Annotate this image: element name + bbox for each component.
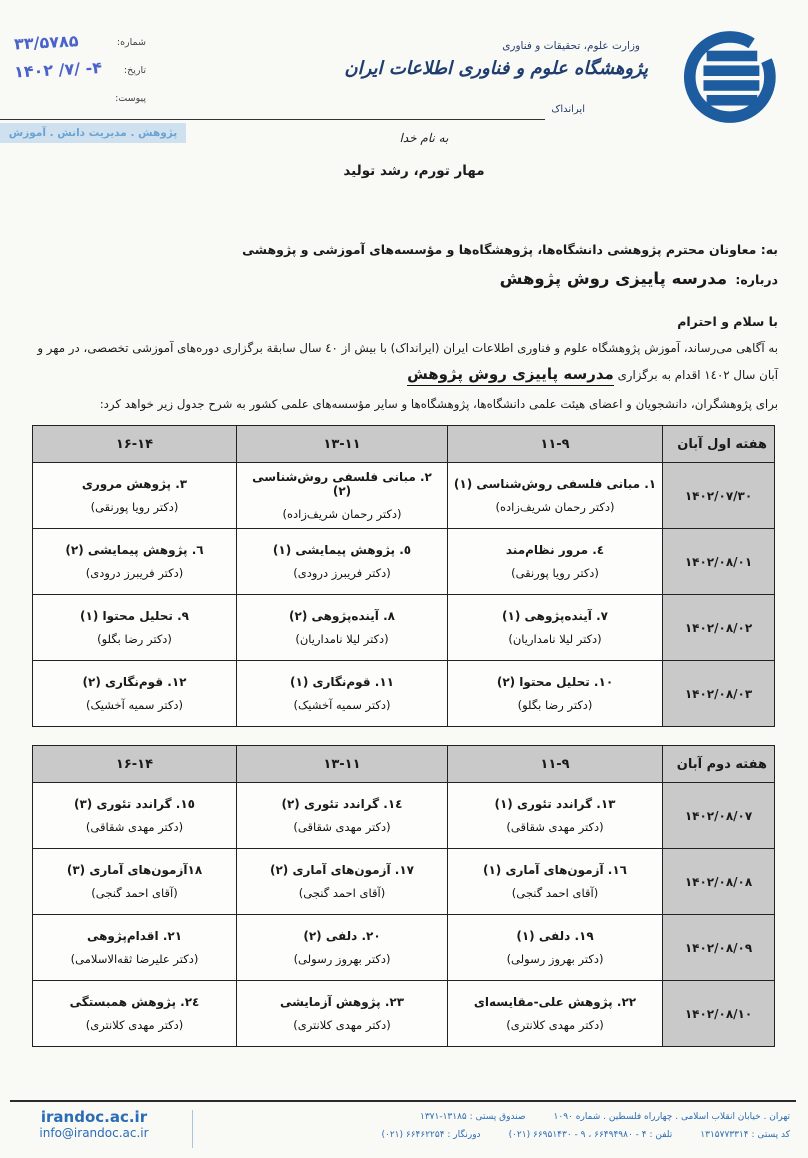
ministry-name: وزارت علوم، تحقیقات و فناوری bbox=[502, 40, 640, 52]
schedule-row bbox=[33, 981, 775, 1047]
course-instructor: (دکتر فریبرز درودی) bbox=[85, 566, 184, 581]
schedule-table-week-1 bbox=[32, 425, 775, 727]
schedule-row bbox=[33, 463, 775, 529]
course-cell bbox=[237, 529, 448, 595]
letter-date-label: تاریخ: bbox=[123, 65, 146, 76]
course-cell bbox=[237, 595, 448, 661]
course-cell bbox=[237, 915, 448, 981]
paragraph-2-prefix: آبان سال ١٤٠٢ اقدام به برگزاری bbox=[617, 368, 778, 383]
course-title: ۱۹. دلفی (۱) bbox=[516, 929, 594, 944]
schedule-table-week-2 bbox=[32, 745, 775, 1047]
course-cell bbox=[448, 849, 663, 915]
letter-attachment-label: پیوست: bbox=[115, 93, 146, 104]
course-instructor: (دکتر رحمان شریف‌زاده) bbox=[282, 507, 402, 522]
course-instructor: (دکتر مهدی شقاقی) bbox=[506, 820, 604, 835]
course-cell bbox=[448, 529, 663, 595]
letter-date-row bbox=[13, 57, 146, 82]
schedule-tables bbox=[30, 425, 778, 1047]
letter-date-value: ۱۴۰۲ /۷/ -۴ bbox=[13, 57, 103, 82]
course-instructor: (دکتر علیرضا ثقه‌الاسلامی) bbox=[70, 952, 199, 967]
date-cell: ۱۴۰۲/۰۸/۰۳ bbox=[663, 661, 775, 727]
course-instructor: (دکتر لیلا نامداریان) bbox=[295, 632, 389, 647]
recipient-line: به: معاونان محترم پژوهشی دانشگاه‌ها، پژوهشگاه‌ها و مؤسسه‌های آموزشی و پژوهشی bbox=[242, 242, 778, 257]
course-instructor: (دکتر مهدی کلانتری) bbox=[506, 1018, 604, 1033]
date-cell: ۱۴۰۲/۰۸/۰۲ bbox=[663, 595, 775, 661]
course-title: ۱۸آزمون‌های آماری (۳) bbox=[66, 863, 203, 878]
course-instructor: (دکتر رضا بگلو) bbox=[517, 698, 593, 713]
schedule-row bbox=[33, 661, 775, 727]
bismillah-text: به نام خدا bbox=[399, 131, 449, 145]
salutation-line: با سلام و احترام bbox=[677, 314, 778, 329]
letter-number-row bbox=[13, 31, 146, 54]
footer-web-block bbox=[10, 1108, 178, 1140]
course-instructor: (دکتر لیلا نامداریان) bbox=[508, 632, 602, 647]
schedule-row bbox=[33, 915, 775, 981]
date-cell: ۱۴۰۲/۰۸/۰۷ bbox=[663, 783, 775, 849]
course-title: ۱٧. آزمون‌های آماری (۲) bbox=[269, 863, 415, 878]
course-title: ٤. مرور نظام‌مند bbox=[505, 543, 605, 558]
course-cell bbox=[33, 529, 237, 595]
course-instructor: (دکتر بهروز رسولی) bbox=[293, 952, 391, 967]
schedule-row bbox=[33, 849, 775, 915]
footer-fax: دورنگار : ۶۶۴۶۲۲۵۴ (۰۲۱) bbox=[381, 1130, 481, 1140]
course-cell bbox=[33, 981, 237, 1047]
footer-phone: تلفن : ۴ - ۶۶۴۹۴۹۸۰ ، ۹ - ۶۶۹۵۱۴۳۰ (۰۲۱) bbox=[508, 1130, 673, 1140]
course-instructor: (دکتر مهدی شقاقی) bbox=[85, 820, 184, 835]
course-title: ۳. پژوهش مروری bbox=[81, 477, 188, 492]
course-cell bbox=[448, 595, 663, 661]
time-header-cell: ۱۱-۹ bbox=[448, 746, 663, 783]
motto-band: پژوهش . مدیریت دانش . آموزش bbox=[0, 123, 186, 143]
course-title: ٨. آینده‌پژوهی (۲) bbox=[289, 609, 395, 624]
course-cell bbox=[448, 661, 663, 727]
irandoc-logo-icon bbox=[672, 18, 794, 134]
course-title: ۱٤. گراندد تئوری (۲) bbox=[281, 797, 403, 812]
letter-number-label: شماره: bbox=[116, 37, 146, 48]
course-title: ۱۱. قوم‌نگاری (۱) bbox=[290, 675, 394, 690]
subject-value: مدرسه پاییزی روش پژوهش bbox=[499, 269, 728, 288]
course-instructor: (آقای احمد گنجی) bbox=[91, 886, 178, 901]
time-header-cell: ۱۳-۱۱ bbox=[237, 426, 448, 463]
course-cell bbox=[237, 783, 448, 849]
course-instructor: (آقای احمد گنجی) bbox=[298, 886, 386, 901]
footer-email-link[interactable]: info@irandoc.ac.ir bbox=[39, 1126, 149, 1140]
date-cell: ۱۴۰۲/۰۸/۰۹ bbox=[663, 915, 775, 981]
course-title: ۱٦. آزمون‌های آماری (۱) bbox=[482, 863, 628, 878]
course-title: ٩. تحلیل محتوا (۱) bbox=[80, 609, 189, 624]
schedule-row bbox=[33, 529, 775, 595]
subject-label: درباره: bbox=[735, 272, 778, 287]
course-title: ۱٥. گراندد تئوری (۳) bbox=[73, 797, 196, 812]
course-cell bbox=[448, 981, 663, 1047]
footer-po-box: صندوق پستی : ۱۳۱۸۵-۱۳۷۱ bbox=[420, 1112, 526, 1122]
course-cell bbox=[33, 849, 237, 915]
course-cell bbox=[33, 783, 237, 849]
date-cell: ۱۴۰۲/۰۸/۰۱ bbox=[663, 529, 775, 595]
course-cell bbox=[448, 783, 663, 849]
subject-line bbox=[30, 269, 778, 288]
course-title: ۲۰. دلفی (۲) bbox=[303, 929, 381, 944]
course-cell bbox=[33, 463, 237, 529]
course-instructor: (دکتر فریبرز درودی) bbox=[293, 566, 391, 581]
footer-website-link[interactable]: irandoc.ac.ir bbox=[40, 1108, 148, 1126]
course-cell bbox=[33, 915, 237, 981]
letter-attachment-row bbox=[14, 88, 146, 105]
footer-divider bbox=[192, 1110, 193, 1148]
course-title: ۲۳. پژوهش آزمایشی bbox=[279, 995, 405, 1010]
course-title: ۱۳. گراندد تئوری (۱) bbox=[494, 797, 616, 812]
course-title: ۲٤. پژوهش همبستگی bbox=[69, 995, 200, 1010]
footer-address-block bbox=[207, 1108, 796, 1144]
year-slogan-text: مهار تورم، رشد تولید bbox=[343, 163, 485, 179]
course-instructor: (دکتر مهدی کلانتری) bbox=[85, 1018, 184, 1033]
date-cell: ۱۴۰۲/۰۸/۰۸ bbox=[663, 849, 775, 915]
course-cell bbox=[448, 915, 663, 981]
course-instructor: (دکتر رحمان شریف‌زاده) bbox=[495, 500, 615, 515]
footer-postal-code: کد پستی : ۱۳۱۵۷۷۳۳۱۴ bbox=[700, 1130, 790, 1140]
letter-meta-block bbox=[14, 32, 146, 114]
course-instructor: (دکتر مهدی شقاقی) bbox=[293, 820, 391, 835]
schedule-row bbox=[33, 595, 775, 661]
institute-short-name: ایرانداک bbox=[551, 104, 585, 115]
course-instructor: (دکتر رویا پورنقی) bbox=[90, 500, 179, 515]
letter-body bbox=[30, 242, 778, 1065]
course-title: ٧. آینده‌پژوهی (۱) bbox=[502, 609, 608, 624]
course-title: ۲۲. پژوهش علی-مقایسه‌ای bbox=[473, 995, 637, 1010]
course-cell bbox=[237, 849, 448, 915]
date-cell: ۱۴۰۲/۰۸/۱۰ bbox=[663, 981, 775, 1047]
date-cell: ۱۴۰۲/۰۷/۳۰ bbox=[663, 463, 775, 529]
course-title: ۲. مبانی فلسفی روش‌شناسی (۲) bbox=[252, 470, 432, 499]
school-title-underlined: مدرسه پاییزی روش پژوهش bbox=[407, 365, 614, 386]
course-instructor: (دکتر سمیه آخشیک) bbox=[86, 698, 183, 713]
header-rule bbox=[0, 119, 545, 120]
course-instructor: (دکتر بهروز رسولی) bbox=[506, 952, 604, 967]
institute-name: پژوهشگاه علوم و فناوری اطلاعات ایران bbox=[344, 58, 648, 79]
course-cell bbox=[237, 463, 448, 529]
paragraph-2 bbox=[30, 365, 778, 383]
time-header-cell: ۱۶-۱۴ bbox=[33, 746, 237, 783]
course-instructor: (دکتر مهدی کلانتری) bbox=[293, 1018, 391, 1033]
schedule-row bbox=[33, 783, 775, 849]
time-header-cell: ۱۳-۱۱ bbox=[237, 746, 448, 783]
course-instructor: (دکتر رویا پورنقی) bbox=[511, 566, 599, 581]
paragraph-1: به آگاهی می‌رساند، آموزش پژوهشگاه علوم و فناوری اطلاعات ایران (ایرانداک) با بیش از ٤٠ سال سابقة برگزاری دوره‌های آموزشی تخصصی، در مهر و bbox=[37, 341, 778, 355]
course-cell bbox=[33, 595, 237, 661]
footer-address: تهران . خیابان انقلاب اسلامی . چهارراه فلسطین . شماره ۱۰۹۰ bbox=[553, 1112, 790, 1122]
course-cell bbox=[237, 981, 448, 1047]
letter-number-value: ۳۳/۵۷۸۵ bbox=[13, 31, 79, 54]
course-title: ۱۲. قوم‌نگاری (۲) bbox=[82, 675, 187, 690]
letter-attachment-value bbox=[14, 85, 112, 90]
week-header-cell: هفته اول آبان bbox=[663, 426, 775, 463]
course-title: ۱۰. تحلیل محتوا (۲) bbox=[496, 675, 614, 690]
course-cell bbox=[33, 661, 237, 727]
course-title: ۲۱. اقدام‌پژوهی bbox=[86, 929, 183, 944]
week-header-cell: هفته دوم آبان bbox=[663, 746, 775, 783]
course-instructor: (آقای احمد گنجی) bbox=[511, 886, 599, 901]
course-title: ٦. پژوهش پیمایشی (۲) bbox=[65, 543, 204, 558]
time-header-cell: ۱۶-۱۴ bbox=[33, 426, 237, 463]
time-header-cell: ۱۱-۹ bbox=[448, 426, 663, 463]
course-instructor: (دکتر رضا بگلو) bbox=[97, 632, 172, 647]
course-cell bbox=[448, 463, 663, 529]
course-instructor: (دکتر سمیه آخشیک) bbox=[293, 698, 391, 713]
paragraph-3: برای پژوهشگران، دانشجویان و اعضای هیئت علمی دانشگاه‌ها، پژوهشگاه‌ها و سایر مؤسسه‌های علمی کشور به شرح جدول زیر خواهد کرد: bbox=[99, 397, 778, 412]
footer bbox=[10, 1100, 796, 1148]
course-title: ٥. پژوهش پیمایشی (۱) bbox=[272, 543, 412, 558]
course-title: ۱. مبانی فلسفی روش‌شناسی (۱) bbox=[453, 477, 657, 492]
course-cell bbox=[237, 661, 448, 727]
